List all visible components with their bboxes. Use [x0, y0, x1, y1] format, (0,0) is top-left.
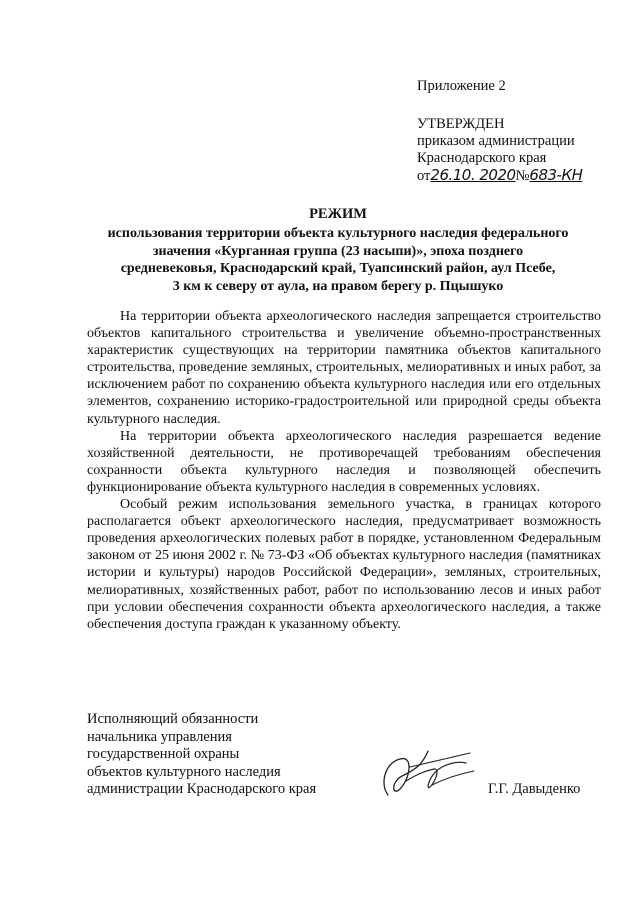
paragraph-permissions: На территории объекта археологического наследия разрешается ведение хозяйственной деятельности, не противоречащей требованиям обеспечения сохранности объекта культурного наследия и позволяющей обеспечить функционирование объекта культурного наследия в современных условиях. — [87, 428, 601, 495]
approval-number: 683-КН — [529, 166, 583, 184]
signer-name: Г.Г. Давыденко — [488, 781, 581, 797]
title-line2: значения «Курганная группа (23 насыпи)», эпоха позднего — [152, 243, 524, 259]
paragraph-special-regime: Особый режим использования земельного участка, в границах которого располагается объект археологического наследия, предусматривает возможность проведения археологических полевых работ в порядке, установленном Федеральным законом от 25 июня 2002 г. № 73-ФЗ «Об объектах культурного наследия (памятниках истории и культуры) народов Российской Федерации», земляных, строительных, мелиоративных, хозяйственных работ, работ по использованию лесов и иных работ при условии обеспечения сохранности объекта археологического наследия, а также обеспечения доступа граждан к указанному объекту. — [87, 497, 601, 632]
signatory-line2: начальника управления — [87, 728, 232, 745]
paragraph-prohibitions: На территории объекта археологического наследия запрещается строительство объектов капитального строительства и увеличение объемно-пространственных характеристик существующих на территории памятника объектов капитального строительства, проведение земляных, строительных, мелиоративных и иных работ, за исключением работ по сохранению объекта культурного наследия или его отдельных элементов, сохранению историко-градостроительной или природной среды объекта культурного наследия. — [87, 309, 601, 427]
approved-label: УТВЕРЖДЕН — [417, 116, 505, 132]
title-line4: 3 км к северу от аула, на правом берегу р. Пцышуко — [172, 279, 504, 295]
approval-date-line — [417, 167, 627, 185]
approved-by-line2: Краснодарского края — [417, 150, 547, 166]
approved-by-line1: приказом администрации — [417, 133, 575, 149]
document-body — [87, 308, 601, 633]
handwritten-signature-icon — [370, 745, 480, 805]
title-line3: средневековья, Краснодарский край, Туапсинский район, аул Псебе, — [120, 261, 556, 277]
title-heading: РЕЖИМ — [309, 206, 367, 222]
approval-date: 26.10. 2020 — [430, 166, 516, 184]
date-prefix: от — [417, 168, 431, 184]
signatory-line1: Исполняющий обязанности — [87, 711, 259, 727]
appendix-label: Приложение 2 — [417, 78, 506, 94]
number-prefix: № — [515, 168, 530, 184]
signatory-line5: администрации Краснодарского края — [87, 781, 317, 798]
document-title — [60, 206, 616, 296]
title-line1: использования территории объекта культурного наследия федерального — [107, 225, 569, 241]
signatory-title — [87, 711, 316, 799]
signatory-line3: государственной охраны — [87, 746, 240, 763]
approval-stamp — [417, 116, 627, 185]
signatory-line4: объектов культурного наследия — [87, 763, 281, 780]
